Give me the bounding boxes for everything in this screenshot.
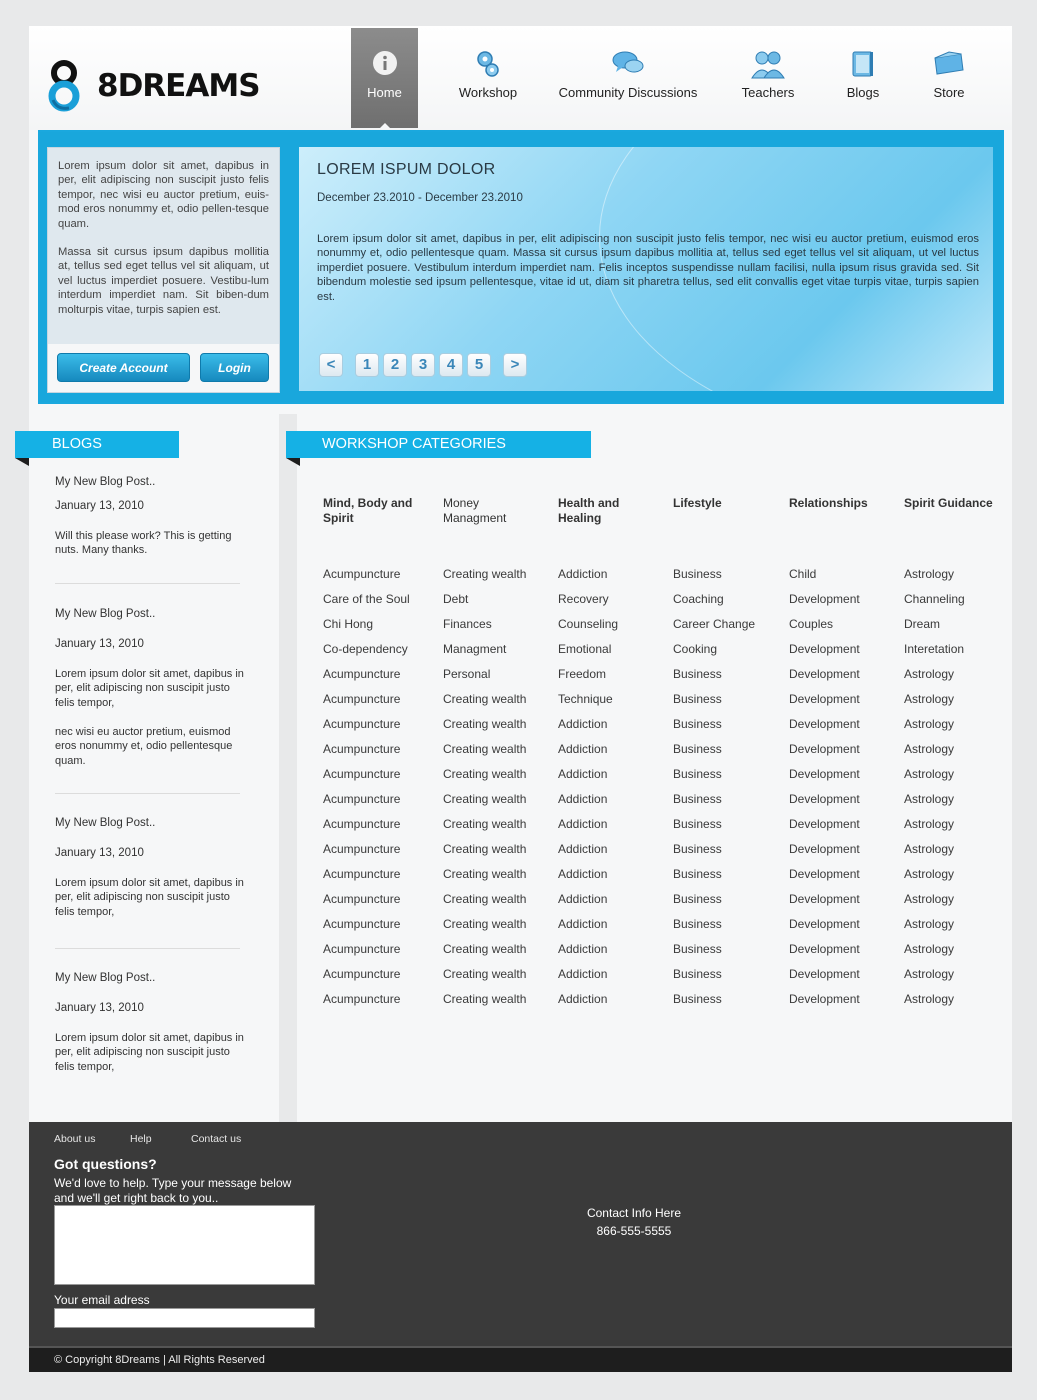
blog-post-body-2: nec wisi eu auctor pretium, euismod eros nonummy et, odio pellentesque quam. [55, 726, 233, 767]
category-link[interactable]: Business [673, 917, 722, 931]
info-icon [372, 50, 398, 79]
create-account-button[interactable]: Create Account [57, 353, 190, 382]
category-link[interactable]: Astrology [904, 567, 955, 581]
email-input[interactable] [54, 1308, 315, 1328]
category-link[interactable]: Child [789, 567, 817, 581]
footer-bottom-bar [29, 1346, 1012, 1372]
category-link[interactable]: Creating wealth [443, 942, 527, 956]
chat-bubbles-icon [612, 50, 644, 79]
category-link[interactable]: Addiction [558, 767, 608, 781]
category-link[interactable]: Coaching [673, 592, 724, 606]
hero-intro-text-2: Massa sit cursus ipsum dapibus mollitia at, tellus sed eget tellus vel sit aliquam, ut vel luctus imperdiet posuere. Vestibu-lum interdum imperdiet nam. Sit biben-dum molturpis vitae, turpis sapien est. [58, 246, 269, 316]
category-link[interactable]: Dream [904, 617, 941, 631]
hero-intro-panel [47, 147, 280, 393]
category-link[interactable]: Development [789, 817, 860, 831]
footer-link-help[interactable]: Help [130, 1133, 152, 1145]
category-link[interactable]: Creating wealth [443, 817, 527, 831]
blog-separator [55, 583, 240, 584]
category-link[interactable]: Development [789, 642, 860, 656]
category-link[interactable]: Acumpuncture [323, 842, 401, 856]
book-icon [850, 50, 876, 81]
blog-post-title[interactable]: My New Blog Post.. [55, 972, 156, 984]
blog-separator [55, 793, 240, 794]
blog-post-date: January 13, 2010 [55, 500, 144, 512]
category-link[interactable]: Addiction [558, 742, 608, 756]
category-link[interactable]: Creating wealth [443, 842, 527, 856]
category-link[interactable]: Addiction [558, 717, 608, 731]
category-link[interactable]: Channeling [904, 592, 965, 606]
category-link[interactable]: Acumpuncture [323, 992, 401, 1006]
category-link[interactable]: Business [673, 942, 722, 956]
category-link[interactable]: Chi Hong [323, 617, 374, 631]
cart-icon [933, 50, 965, 79]
category-heading: Lifestyle [673, 496, 722, 510]
nav-blogs-label: Blogs [846, 85, 880, 100]
category-link[interactable]: Astrology [904, 667, 955, 681]
category-link[interactable]: Recovery [558, 592, 609, 606]
category-link[interactable]: Creating wealth [443, 992, 527, 1006]
category-link[interactable]: Astrology [904, 942, 955, 956]
category-link[interactable]: Creating wealth [443, 892, 527, 906]
category-link[interactable]: Development [789, 942, 860, 956]
category-link[interactable]: Creating wealth [443, 742, 527, 756]
pager-page-1[interactable]: 1 [355, 353, 379, 377]
email-label: Your email adress [54, 1293, 150, 1307]
nav-home-label: Home [367, 85, 402, 100]
hero-intro-text-1: Lorem ipsum dolor sit amet, dapibus in per, elit adipiscing non suscipit justo felis tempor, nec wisi eu auctor pretium, euis-mod eros nonummy et, odio pellen-tesque quam. [58, 160, 269, 230]
hero-feature-panel [299, 147, 993, 391]
category-link[interactable]: Development [789, 842, 860, 856]
category-link[interactable]: Addiction [558, 967, 608, 981]
category-link[interactable]: Acumpuncture [323, 567, 401, 581]
category-link[interactable]: Acumpuncture [323, 867, 401, 881]
nav-home[interactable] [351, 28, 418, 128]
category-link[interactable]: Cooking [673, 642, 718, 656]
header [29, 26, 1012, 130]
pager-prev-button[interactable]: < [319, 353, 343, 377]
brand-name: 8DREAMS [97, 68, 260, 104]
category-link[interactable]: Acumpuncture [323, 667, 401, 681]
category-link[interactable]: Development [789, 917, 860, 931]
pager-next-button[interactable]: > [503, 353, 527, 377]
category-link[interactable]: Acumpuncture [323, 967, 401, 981]
category-link[interactable]: Business [673, 567, 722, 581]
category-link[interactable]: Addiction [558, 792, 608, 806]
category-link[interactable]: Development [789, 717, 860, 731]
page [29, 26, 1012, 1372]
category-link[interactable]: Addiction [558, 892, 608, 906]
logo-mark-icon [47, 60, 81, 112]
category-link[interactable]: Interetation [904, 642, 965, 656]
category-link[interactable]: Business [673, 717, 722, 731]
footer-subtext: We'd love to help. Type your message below and we'll get right back to you.. [54, 1176, 292, 1205]
pager-page-4[interactable]: 4 [439, 353, 463, 377]
category-link[interactable]: Development [789, 892, 860, 906]
category-link[interactable]: Creating wealth [443, 767, 527, 781]
nav-community-label: Community Discussions [558, 85, 698, 100]
category-link[interactable]: Creating wealth [443, 717, 527, 731]
category-link[interactable]: Counseling [558, 617, 619, 631]
category-link[interactable]: Astrology [904, 867, 955, 881]
contact-phone: 866-555-5555 [596, 1224, 672, 1238]
login-button[interactable]: Login [200, 353, 269, 382]
category-link[interactable]: Addiction [558, 992, 608, 1006]
category-heading: Spirit Guidance [904, 496, 993, 510]
category-link[interactable]: Business [673, 842, 722, 856]
footer-link-about[interactable]: About us [54, 1133, 96, 1145]
category-link[interactable]: Astrology [904, 917, 955, 931]
category-link[interactable]: Freedom [558, 667, 607, 681]
nav-teachers[interactable] [731, 28, 805, 128]
category-link[interactable]: Business [673, 742, 722, 756]
category-link[interactable]: Development [789, 867, 860, 881]
blog-post-title[interactable]: My New Blog Post.. [55, 608, 156, 620]
category-link[interactable]: Addiction [558, 817, 608, 831]
logo[interactable] [47, 60, 260, 112]
blog-post-body: Lorem ipsum dolor sit amet, dapibus in per, elit adipiscing non suscipit justo felis tempor, [55, 1032, 244, 1073]
blog-separator [55, 948, 240, 949]
workshop-heading: WORKSHOP CATEGORIES [286, 431, 591, 458]
blog-post[interactable] [55, 608, 245, 778]
footer [29, 1122, 1012, 1372]
category-link[interactable]: Astrology [904, 967, 955, 981]
nav-store-label: Store [933, 85, 965, 100]
category-link[interactable]: Addiction [558, 842, 608, 856]
hero-pager [319, 353, 531, 377]
category-link[interactable]: Acumpuncture [323, 892, 401, 906]
category-link[interactable]: Acumpuncture [323, 817, 401, 831]
category-link[interactable]: Development [789, 667, 860, 681]
message-textarea[interactable] [54, 1205, 315, 1285]
category-link[interactable]: Addiction [558, 917, 608, 931]
category-link[interactable]: Development [789, 792, 860, 806]
category-link[interactable]: Astrology [904, 692, 955, 706]
category-link[interactable]: Business [673, 992, 722, 1006]
blog-post-date: January 13, 2010 [55, 638, 144, 650]
blog-post-title[interactable]: My New Blog Post.. [55, 817, 156, 829]
category-link[interactable]: Addiction [558, 867, 608, 881]
blog-post-title[interactable]: My New Blog Post.. [55, 476, 156, 488]
category-link[interactable]: Business [673, 792, 722, 806]
category-link[interactable]: Care of the Soul [323, 592, 410, 606]
category-link[interactable]: Development [789, 592, 860, 606]
nav-teachers-label: Teachers [741, 85, 795, 100]
contact-title: Contact Info Here [586, 1206, 682, 1220]
category-link[interactable]: Debt [443, 592, 469, 606]
users-icon [751, 50, 785, 83]
hero-date: December 23.2010 - December 23.2010 [317, 192, 523, 204]
category-link[interactable]: Creating wealth [443, 792, 527, 806]
blogs-section [29, 414, 279, 1122]
pager-page-3[interactable]: 3 [411, 353, 435, 377]
nav-community-discussions[interactable] [551, 28, 705, 128]
category-link[interactable]: Development [789, 967, 860, 981]
contact-info [549, 1204, 719, 1240]
category-heading: Mind, Body and Spirit [323, 496, 413, 525]
category-link[interactable]: Astrology [904, 717, 955, 731]
blog-post[interactable] [55, 817, 245, 927]
footer-question-heading: Got questions? [54, 1156, 157, 1172]
blogs-heading: BLOGS [15, 431, 179, 458]
category-link[interactable]: Acumpuncture [323, 717, 401, 731]
category-link[interactable]: Addiction [558, 567, 608, 581]
hero-button-bar [48, 344, 279, 392]
category-link[interactable]: Astrology [904, 767, 955, 781]
pager-page-5[interactable]: 5 [467, 353, 491, 377]
gears-icon [475, 50, 501, 81]
workshop-categories-section [297, 414, 1012, 1122]
category-link[interactable]: Addiction [558, 942, 608, 956]
category-link[interactable]: Astrology [904, 792, 955, 806]
category-link[interactable]: Creating wealth [443, 692, 527, 706]
category-link[interactable]: Development [789, 992, 860, 1006]
category-heading: Money Managment [443, 496, 507, 525]
category-link[interactable]: Finances [443, 617, 492, 631]
category-link[interactable]: Couples [789, 617, 834, 631]
category-link[interactable]: Acumpuncture [323, 742, 401, 756]
category-link[interactable]: Business [673, 892, 722, 906]
blog-post[interactable] [55, 476, 245, 566]
category-heading: Health and Healing [558, 496, 620, 525]
category-link[interactable]: Development [789, 742, 860, 756]
blog-post-body: Lorem ipsum dolor sit amet, dapibus in per, elit adipiscing non suscipit justo felis tempor, [55, 877, 244, 918]
hero-title: LOREM ISPUM DOLOR [317, 161, 496, 178]
blog-post[interactable] [55, 972, 245, 1082]
category-link[interactable]: Acumpuncture [323, 942, 401, 956]
category-heading: Relationships [789, 496, 868, 510]
category-link[interactable]: Acumpuncture [323, 767, 401, 781]
blog-post-body: Will this please work? This is getting nuts. Many thanks. [55, 530, 232, 557]
category-link[interactable]: Astrology [904, 742, 955, 756]
nav-workshop[interactable] [451, 28, 525, 128]
blog-post-body: Lorem ipsum dolor sit amet, dapibus in per, elit adipiscing non suscipit justo felis tempor, [55, 668, 244, 709]
category-link[interactable]: Acumpuncture [323, 792, 401, 806]
category-link[interactable]: Astrology [904, 817, 955, 831]
category-link[interactable]: Business [673, 967, 722, 981]
copyright: © Copyright 8Dreams | All Rights Reserved [54, 1354, 265, 1366]
nav-blogs[interactable] [831, 28, 895, 128]
column-gutter [279, 414, 297, 1122]
category-link[interactable]: Astrology [904, 992, 955, 1006]
category-link[interactable]: Astrology [904, 842, 955, 856]
category-link[interactable]: Technique [558, 692, 613, 706]
category-link[interactable]: Co-dependency [323, 642, 408, 656]
blog-post-date: January 13, 2010 [55, 847, 144, 859]
category-link[interactable]: Development [789, 767, 860, 781]
category-link[interactable]: Personal [443, 667, 491, 681]
category-link[interactable]: Acumpuncture [323, 692, 401, 706]
category-link[interactable]: Business [673, 692, 722, 706]
category-link[interactable]: Creating wealth [443, 567, 527, 581]
blog-post-date: January 13, 2010 [55, 1002, 144, 1014]
category-link[interactable]: Creating wealth [443, 967, 527, 981]
pager-page-2[interactable]: 2 [383, 353, 407, 377]
category-link[interactable]: Creating wealth [443, 867, 527, 881]
category-link[interactable]: Career Change [673, 617, 756, 631]
category-link[interactable]: Business [673, 667, 722, 681]
nav-workshop-label: Workshop [458, 85, 518, 100]
footer-link-contact[interactable]: Contact us [191, 1133, 242, 1145]
category-link[interactable]: Business [673, 817, 722, 831]
hero-banner [38, 130, 1004, 404]
category-link[interactable]: Acumpuncture [323, 917, 401, 931]
hero-text: Lorem ipsum dolor sit amet, dapibus in per, elit adipiscing non suscipit justo felis tempor, nec wisi eu auctor pretium, euismod eros nonummy et, odio pellentesque quam. Massa sit cursus ipsum dapibus mollitia at, tellus sed eget tellus vel sit aliquam, ut vel luctus imperdiet posuere. Vestibulum interdum imperdiet nam. Felis inceptos suspendisse nullam facilisi, nulla ipsum risus gravida sed. Sit bibendum molestie sed ipsum pellentesque, vitae id ut, diam sit pharetra tellus, sed elit convallis eget vitae turpis vitae, turpis sapien est. [317, 233, 979, 303]
category-link[interactable]: Business [673, 867, 722, 881]
category-link[interactable]: Managment [443, 642, 507, 656]
category-link[interactable]: Emotional [558, 642, 612, 656]
nav-store[interactable] [917, 28, 981, 128]
category-link[interactable]: Development [789, 692, 860, 706]
category-link[interactable]: Astrology [904, 892, 955, 906]
category-link[interactable]: Creating wealth [443, 917, 527, 931]
category-link[interactable]: Business [673, 767, 722, 781]
